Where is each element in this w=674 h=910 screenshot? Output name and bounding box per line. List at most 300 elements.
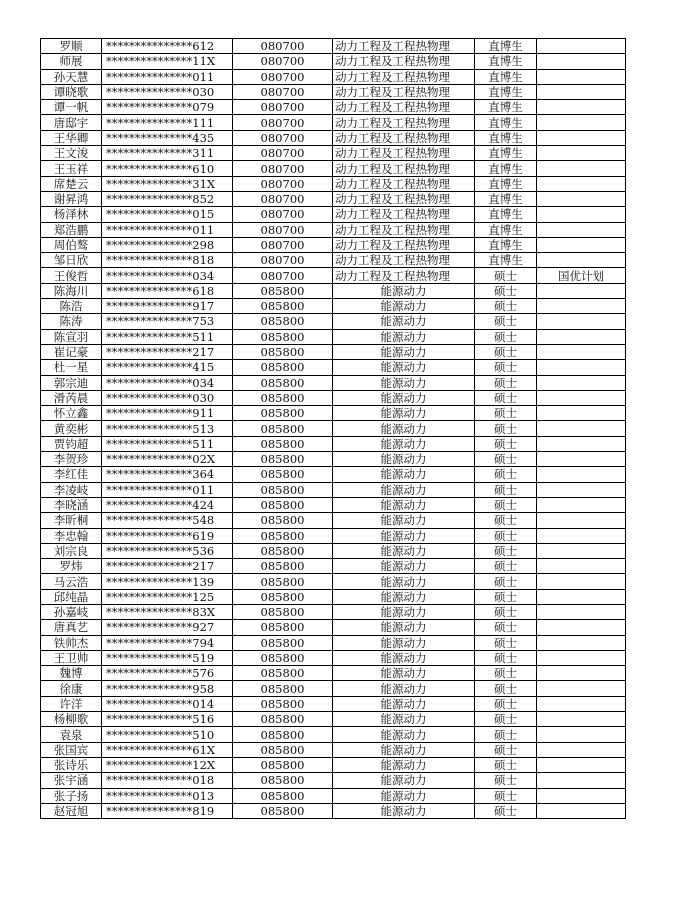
degree-type-cell: 硕士 — [475, 650, 537, 665]
id-number-cell: ***************958 — [102, 681, 233, 696]
student-name-cell: 黄奕彬 — [41, 421, 102, 436]
degree-type-cell: 硕士 — [475, 467, 537, 482]
note-cell — [537, 191, 626, 206]
student-name-cell: 铁帅杰 — [41, 635, 102, 650]
note-cell — [537, 773, 626, 788]
note-cell — [537, 130, 626, 145]
table-row — [41, 681, 626, 696]
degree-type-cell: 硕士 — [475, 360, 537, 375]
note-cell — [537, 375, 626, 390]
major-name-cell: 动力工程及工程热物理 — [333, 237, 475, 252]
major-name-cell: 动力工程及工程热物理 — [333, 176, 475, 191]
id-number-cell: ***************911 — [102, 406, 233, 421]
major-name-cell: 能源动力 — [333, 574, 475, 589]
table-row — [41, 207, 626, 222]
table-row — [41, 329, 626, 344]
note-cell — [537, 650, 626, 665]
major-name-cell: 能源动力 — [333, 773, 475, 788]
table-row — [41, 69, 626, 84]
id-number-cell: ***************030 — [102, 390, 233, 405]
student-name-cell: 孙嘉岐 — [41, 604, 102, 619]
major-name-cell: 能源动力 — [333, 299, 475, 314]
major-code-cell: 085800 — [233, 604, 333, 619]
student-name-cell: 李红佳 — [41, 467, 102, 482]
table-row — [41, 666, 626, 681]
major-name-cell: 能源动力 — [333, 329, 475, 344]
degree-type-cell: 直博生 — [475, 130, 537, 145]
table-row — [41, 773, 626, 788]
major-name-cell: 动力工程及工程热物理 — [333, 268, 475, 283]
major-name-cell: 能源动力 — [333, 452, 475, 467]
degree-type-cell: 直博生 — [475, 191, 537, 206]
table-row — [41, 344, 626, 359]
id-number-cell: ***************927 — [102, 620, 233, 635]
id-number-cell: ***************917 — [102, 299, 233, 314]
id-number-cell: ***************511 — [102, 436, 233, 451]
degree-type-cell: 直博生 — [475, 100, 537, 115]
major-code-cell: 085800 — [233, 513, 333, 528]
degree-type-cell: 硕士 — [475, 666, 537, 681]
note-cell — [537, 574, 626, 589]
major-name-cell: 能源动力 — [333, 421, 475, 436]
major-code-cell: 085800 — [233, 742, 333, 757]
id-number-cell: ***************576 — [102, 666, 233, 681]
major-code-cell: 080700 — [233, 222, 333, 237]
note-cell — [537, 467, 626, 482]
major-code-cell: 085800 — [233, 406, 333, 421]
major-code-cell: 080700 — [233, 69, 333, 84]
major-code-cell: 080700 — [233, 54, 333, 69]
degree-type-cell: 硕士 — [475, 788, 537, 803]
major-code-cell: 085800 — [233, 589, 333, 604]
note-cell — [537, 237, 626, 252]
major-name-cell: 能源动力 — [333, 803, 475, 818]
id-number-cell: ***************511 — [102, 329, 233, 344]
note-cell — [537, 100, 626, 115]
degree-type-cell: 硕士 — [475, 803, 537, 818]
degree-type-cell: 硕士 — [475, 421, 537, 436]
major-name-cell: 能源动力 — [333, 757, 475, 772]
table-row — [41, 620, 626, 635]
table-row — [41, 191, 626, 206]
id-number-cell: ***************217 — [102, 559, 233, 574]
student-name-cell: 杨泽林 — [41, 207, 102, 222]
major-code-cell: 085800 — [233, 421, 333, 436]
student-name-cell: 郭宗迪 — [41, 375, 102, 390]
table-row — [41, 513, 626, 528]
table-row — [41, 146, 626, 161]
table-row — [41, 482, 626, 497]
table-row — [41, 604, 626, 619]
note-cell — [537, 115, 626, 130]
table-row — [41, 360, 626, 375]
id-number-cell: ***************61X — [102, 742, 233, 757]
major-name-cell: 能源动力 — [333, 375, 475, 390]
table-row — [41, 283, 626, 298]
id-number-cell: ***************217 — [102, 344, 233, 359]
major-name-cell: 能源动力 — [333, 696, 475, 711]
student-name-cell: 杜一星 — [41, 360, 102, 375]
degree-type-cell: 硕士 — [475, 681, 537, 696]
student-name-cell: 郑浩鹏 — [41, 222, 102, 237]
major-code-cell: 080700 — [233, 130, 333, 145]
note-cell — [537, 635, 626, 650]
table-row — [41, 54, 626, 69]
table-row — [41, 757, 626, 772]
major-code-cell: 085800 — [233, 727, 333, 742]
id-number-cell: ***************516 — [102, 712, 233, 727]
major-name-cell: 动力工程及工程热物理 — [333, 207, 475, 222]
major-code-cell: 080700 — [233, 268, 333, 283]
note-cell — [537, 788, 626, 803]
note-cell — [537, 620, 626, 635]
student-name-cell: 孙天慧 — [41, 69, 102, 84]
id-number-cell: ***************364 — [102, 467, 233, 482]
degree-type-cell: 硕士 — [475, 436, 537, 451]
note-cell — [537, 757, 626, 772]
major-name-cell: 能源动力 — [333, 528, 475, 543]
note-cell — [537, 84, 626, 99]
major-name-cell: 能源动力 — [333, 604, 475, 619]
degree-type-cell: 硕士 — [475, 604, 537, 619]
note-cell — [537, 344, 626, 359]
student-name-cell: 滑芮晨 — [41, 390, 102, 405]
major-name-cell: 能源动力 — [333, 406, 475, 421]
student-name-cell: 魏博 — [41, 666, 102, 681]
id-number-cell: ***************536 — [102, 543, 233, 558]
id-number-cell: ***************513 — [102, 421, 233, 436]
major-name-cell: 动力工程及工程热物理 — [333, 253, 475, 268]
student-name-cell: 谢昇鸿 — [41, 191, 102, 206]
id-number-cell: ***************510 — [102, 727, 233, 742]
major-name-cell: 能源动力 — [333, 283, 475, 298]
table-row — [41, 299, 626, 314]
student-name-cell: 贾钧超 — [41, 436, 102, 451]
major-code-cell: 085800 — [233, 482, 333, 497]
degree-type-cell: 硕士 — [475, 299, 537, 314]
id-number-cell: ***************011 — [102, 482, 233, 497]
student-name-cell: 谭晓歌 — [41, 84, 102, 99]
id-number-cell: ***************610 — [102, 161, 233, 176]
student-name-cell: 陈涛 — [41, 314, 102, 329]
major-code-cell: 085800 — [233, 375, 333, 390]
major-code-cell: 085800 — [233, 559, 333, 574]
degree-type-cell: 硕士 — [475, 543, 537, 558]
major-code-cell: 080700 — [233, 39, 333, 54]
table-row — [41, 696, 626, 711]
degree-type-cell: 硕士 — [475, 314, 537, 329]
major-name-cell: 能源动力 — [333, 344, 475, 359]
note-cell: 国优计划 — [537, 268, 626, 283]
major-code-cell: 085800 — [233, 390, 333, 405]
degree-type-cell: 直博生 — [475, 54, 537, 69]
table-row — [41, 39, 626, 54]
table-row — [41, 635, 626, 650]
student-name-cell: 马云浩 — [41, 574, 102, 589]
major-name-cell: 能源动力 — [333, 482, 475, 497]
degree-type-cell: 硕士 — [475, 757, 537, 772]
table-row — [41, 115, 626, 130]
student-name-cell: 陈浩 — [41, 299, 102, 314]
major-name-cell: 能源动力 — [333, 314, 475, 329]
major-name-cell: 能源动力 — [333, 497, 475, 512]
note-cell — [537, 390, 626, 405]
table-row — [41, 574, 626, 589]
major-code-cell: 085800 — [233, 344, 333, 359]
major-code-cell: 085800 — [233, 528, 333, 543]
major-code-cell: 085800 — [233, 620, 333, 635]
table-row — [41, 222, 626, 237]
major-name-cell: 动力工程及工程热物理 — [333, 84, 475, 99]
major-code-cell: 080700 — [233, 100, 333, 115]
note-cell — [537, 482, 626, 497]
major-code-cell: 085800 — [233, 696, 333, 711]
note-cell — [537, 207, 626, 222]
student-name-cell: 谭一帆 — [41, 100, 102, 115]
major-name-cell: 能源动力 — [333, 788, 475, 803]
id-number-cell: ***************034 — [102, 268, 233, 283]
note-cell — [537, 681, 626, 696]
note-cell — [537, 146, 626, 161]
id-number-cell: ***************311 — [102, 146, 233, 161]
note-cell — [537, 54, 626, 69]
major-name-cell: 能源动力 — [333, 650, 475, 665]
degree-type-cell: 直博生 — [475, 237, 537, 252]
table-row — [41, 176, 626, 191]
student-name-cell: 王卫帅 — [41, 650, 102, 665]
student-name-cell: 陈宣羽 — [41, 329, 102, 344]
student-name-cell: 李凌岐 — [41, 482, 102, 497]
major-code-cell: 080700 — [233, 176, 333, 191]
major-code-cell: 085800 — [233, 543, 333, 558]
note-cell — [537, 314, 626, 329]
major-code-cell: 085800 — [233, 436, 333, 451]
major-code-cell: 085800 — [233, 283, 333, 298]
degree-type-cell: 硕士 — [475, 712, 537, 727]
id-number-cell: ***************015 — [102, 207, 233, 222]
id-number-cell: ***************011 — [102, 69, 233, 84]
degree-type-cell: 硕士 — [475, 406, 537, 421]
major-name-cell: 能源动力 — [333, 666, 475, 681]
degree-type-cell: 硕士 — [475, 574, 537, 589]
major-name-cell: 能源动力 — [333, 436, 475, 451]
table-row — [41, 375, 626, 390]
table-row — [41, 497, 626, 512]
note-cell — [537, 727, 626, 742]
major-name-cell: 动力工程及工程热物理 — [333, 39, 475, 54]
note-cell — [537, 559, 626, 574]
major-name-cell: 能源动力 — [333, 742, 475, 757]
major-code-cell: 080700 — [233, 115, 333, 130]
major-name-cell: 动力工程及工程热物理 — [333, 191, 475, 206]
admission-list-table — [40, 38, 626, 819]
table-row — [41, 161, 626, 176]
table-row — [41, 452, 626, 467]
student-name-cell: 席楚云 — [41, 176, 102, 191]
major-code-cell: 085800 — [233, 773, 333, 788]
degree-type-cell: 直博生 — [475, 176, 537, 191]
student-name-cell: 袁泉 — [41, 727, 102, 742]
student-name-cell: 邱纯晶 — [41, 589, 102, 604]
major-code-cell: 085800 — [233, 299, 333, 314]
note-cell — [537, 589, 626, 604]
note-cell — [537, 436, 626, 451]
major-code-cell: 085800 — [233, 497, 333, 512]
note-cell — [537, 161, 626, 176]
table-row — [41, 100, 626, 115]
degree-type-cell: 直博生 — [475, 146, 537, 161]
student-name-cell: 罗炜 — [41, 559, 102, 574]
student-name-cell: 李晓涵 — [41, 497, 102, 512]
id-number-cell: ***************612 — [102, 39, 233, 54]
degree-type-cell: 硕士 — [475, 375, 537, 390]
degree-type-cell: 硕士 — [475, 620, 537, 635]
note-cell — [537, 803, 626, 818]
note-cell — [537, 253, 626, 268]
note-cell — [537, 283, 626, 298]
student-name-cell: 王文浚 — [41, 146, 102, 161]
degree-type-cell: 硕士 — [475, 727, 537, 742]
id-number-cell: ***************819 — [102, 803, 233, 818]
id-number-cell: ***************079 — [102, 100, 233, 115]
degree-type-cell: 硕士 — [475, 513, 537, 528]
student-name-cell: 张诗乐 — [41, 757, 102, 772]
major-code-cell: 080700 — [233, 253, 333, 268]
note-cell — [537, 39, 626, 54]
table-row — [41, 559, 626, 574]
id-number-cell: ***************018 — [102, 773, 233, 788]
id-number-cell: ***************011 — [102, 222, 233, 237]
note-cell — [537, 69, 626, 84]
degree-type-cell: 直博生 — [475, 253, 537, 268]
id-number-cell: ***************618 — [102, 283, 233, 298]
id-number-cell: ***************548 — [102, 513, 233, 528]
degree-type-cell: 硕士 — [475, 696, 537, 711]
student-name-cell: 罗顺 — [41, 39, 102, 54]
major-name-cell: 能源动力 — [333, 467, 475, 482]
major-name-cell: 能源动力 — [333, 559, 475, 574]
note-cell — [537, 513, 626, 528]
table-row — [41, 314, 626, 329]
table-body — [41, 39, 626, 819]
major-name-cell: 能源动力 — [333, 390, 475, 405]
degree-type-cell: 硕士 — [475, 482, 537, 497]
table-row — [41, 467, 626, 482]
degree-type-cell: 硕士 — [475, 559, 537, 574]
degree-type-cell: 直博生 — [475, 39, 537, 54]
id-number-cell: ***************435 — [102, 130, 233, 145]
degree-type-cell: 直博生 — [475, 115, 537, 130]
major-code-cell: 080700 — [233, 84, 333, 99]
note-cell — [537, 604, 626, 619]
degree-type-cell: 直博生 — [475, 207, 537, 222]
table-row — [41, 742, 626, 757]
student-name-cell: 张宇涵 — [41, 773, 102, 788]
major-name-cell: 能源动力 — [333, 635, 475, 650]
student-name-cell: 唐真艺 — [41, 620, 102, 635]
degree-type-cell: 硕士 — [475, 283, 537, 298]
note-cell — [537, 712, 626, 727]
major-name-cell: 能源动力 — [333, 712, 475, 727]
major-code-cell: 080700 — [233, 161, 333, 176]
major-name-cell: 动力工程及工程热物理 — [333, 115, 475, 130]
student-name-cell: 师展 — [41, 54, 102, 69]
note-cell — [537, 176, 626, 191]
student-name-cell: 唐邸宇 — [41, 115, 102, 130]
table-row — [41, 390, 626, 405]
major-code-cell: 085800 — [233, 788, 333, 803]
major-code-cell: 085800 — [233, 666, 333, 681]
major-code-cell: 085800 — [233, 467, 333, 482]
note-cell — [537, 299, 626, 314]
student-name-cell: 崔记豪 — [41, 344, 102, 359]
major-name-cell: 动力工程及工程热物理 — [333, 222, 475, 237]
note-cell — [537, 528, 626, 543]
table-row — [41, 528, 626, 543]
table-row — [41, 237, 626, 252]
id-number-cell: ***************125 — [102, 589, 233, 604]
major-code-cell: 085800 — [233, 650, 333, 665]
note-cell — [537, 696, 626, 711]
table-row — [41, 650, 626, 665]
student-name-cell: 赵冠旭 — [41, 803, 102, 818]
student-name-cell: 王华卿 — [41, 130, 102, 145]
major-name-cell: 能源动力 — [333, 360, 475, 375]
note-cell — [537, 497, 626, 512]
note-cell — [537, 543, 626, 558]
major-code-cell: 085800 — [233, 314, 333, 329]
major-name-cell: 动力工程及工程热物理 — [333, 130, 475, 145]
id-number-cell: ***************111 — [102, 115, 233, 130]
degree-type-cell: 硕士 — [475, 773, 537, 788]
note-cell — [537, 329, 626, 344]
id-number-cell: ***************519 — [102, 650, 233, 665]
table-row — [41, 406, 626, 421]
table-row — [41, 727, 626, 742]
note-cell — [537, 452, 626, 467]
id-number-cell: ***************02X — [102, 452, 233, 467]
student-name-cell: 李昕桐 — [41, 513, 102, 528]
table-row — [41, 84, 626, 99]
student-name-cell: 王俊哲 — [41, 268, 102, 283]
major-code-cell: 080700 — [233, 191, 333, 206]
major-name-cell: 能源动力 — [333, 727, 475, 742]
degree-type-cell: 硕士 — [475, 268, 537, 283]
student-name-cell: 杨柳歌 — [41, 712, 102, 727]
major-name-cell: 能源动力 — [333, 681, 475, 696]
id-number-cell: ***************794 — [102, 635, 233, 650]
major-code-cell: 085800 — [233, 635, 333, 650]
major-name-cell: 动力工程及工程热物理 — [333, 146, 475, 161]
table-row — [41, 436, 626, 451]
id-number-cell: ***************014 — [102, 696, 233, 711]
student-name-cell: 李忠翰 — [41, 528, 102, 543]
major-code-cell: 080700 — [233, 237, 333, 252]
major-name-cell: 动力工程及工程热物理 — [333, 161, 475, 176]
major-code-cell: 085800 — [233, 712, 333, 727]
major-name-cell: 能源动力 — [333, 513, 475, 528]
table-row — [41, 712, 626, 727]
table-row — [41, 253, 626, 268]
major-code-cell: 085800 — [233, 452, 333, 467]
table-row — [41, 130, 626, 145]
major-code-cell: 085800 — [233, 360, 333, 375]
table-row — [41, 589, 626, 604]
degree-type-cell: 硕士 — [475, 344, 537, 359]
note-cell — [537, 360, 626, 375]
student-name-cell: 张子扬 — [41, 788, 102, 803]
id-number-cell: ***************424 — [102, 497, 233, 512]
